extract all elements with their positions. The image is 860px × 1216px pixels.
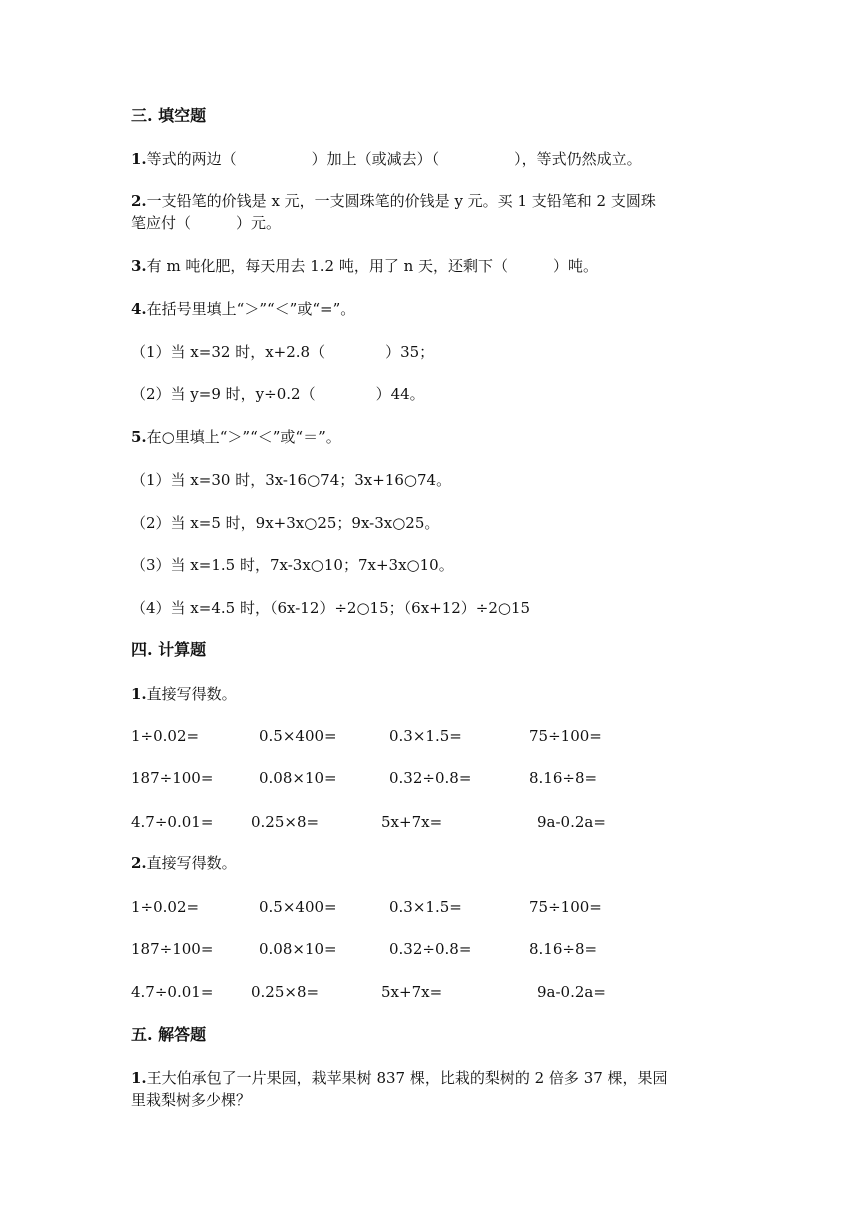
question-3-5-item-2: （2）当 x=5 时，9x+3x○25；9x-3x○25。 xyxy=(131,514,440,532)
section-title-calculation: 四. 计算题 xyxy=(131,640,207,659)
section-title-word-problems: 五. 解答题 xyxy=(131,1025,207,1044)
calc-item: 0.08×10= xyxy=(259,940,337,958)
question-3-1 xyxy=(131,149,642,169)
calc-item: 187÷100= xyxy=(131,769,214,787)
calc-row xyxy=(131,726,731,746)
calc-item: 9a-0.2a= xyxy=(537,813,606,831)
calc-item: 1÷0.02= xyxy=(131,898,200,916)
calc-item: 4.7÷0.01= xyxy=(131,813,214,831)
calc-item: 0.32÷0.8= xyxy=(389,769,472,787)
question-text: 直接写得数。 xyxy=(146,854,237,872)
calc-item: 5x+7x= xyxy=(381,813,443,831)
calc-item: 0.5×400= xyxy=(259,727,337,745)
calc-row xyxy=(131,768,731,788)
section-title-fill-in: 三. 填空题 xyxy=(131,106,207,125)
calc-item: 0.25×8= xyxy=(251,813,320,831)
question-number: 2. xyxy=(131,854,147,872)
question-3-5-item-3: （3）当 x=1.5 时，7x-3x○10；7x+3x○10。 xyxy=(131,556,454,574)
calc-item: 4.7÷0.01= xyxy=(131,983,214,1001)
question-number: 5. xyxy=(131,428,147,446)
question-4-2 xyxy=(131,853,237,873)
calc-item: 9a-0.2a= xyxy=(537,983,606,1001)
calc-row xyxy=(131,982,731,1002)
calc-item: 0.3×1.5= xyxy=(389,898,462,916)
question-number: 1. xyxy=(131,150,147,168)
calc-item: 1÷0.02= xyxy=(131,727,200,745)
question-text: 等式的两边（ ）加上（或减去）（ ），等式仍然成立。 xyxy=(146,150,642,168)
question-3-5-item-4: （4）当 x=4.5 时，（6x-12）÷2○15；（6x+12）÷2○15 xyxy=(131,599,531,617)
question-number: 1. xyxy=(131,1069,147,1087)
calc-row xyxy=(131,939,731,959)
question-5-1-line1 xyxy=(131,1068,668,1088)
question-text: 有 m 吨化肥，每天用去 1.2 吨，用了 n 天，还剩下（ ）吨。 xyxy=(146,257,599,275)
calc-item: 187÷100= xyxy=(131,940,214,958)
calc-row xyxy=(131,812,731,832)
calc-item: 0.25×8= xyxy=(251,983,320,1001)
calc-row xyxy=(131,897,731,917)
calc-item: 5x+7x= xyxy=(381,983,443,1001)
question-4-1 xyxy=(131,684,237,704)
question-text: 王大伯承包了一片果园，栽苹果树 837 棵，比栽的梨树的 2 倍多 37 棵，果园 xyxy=(146,1069,668,1087)
question-3-5-item-1: （1）当 x=30 时，3x-16○74；3x+16○74。 xyxy=(131,471,452,489)
question-3-4-item-2: （2）当 y=9 时，y÷0.2（ ）44。 xyxy=(131,385,425,403)
question-text: 在○里填上“＞”“＜”或“＝”。 xyxy=(146,428,341,446)
question-3-4-item-1: （1）当 x=32 时，x+2.8（ ）35； xyxy=(131,343,435,361)
calc-item: 0.3×1.5= xyxy=(389,727,462,745)
question-number: 4. xyxy=(131,300,147,318)
calc-item: 0.32÷0.8= xyxy=(389,940,472,958)
question-text: 直接写得数。 xyxy=(146,685,237,703)
calc-item: 0.08×10= xyxy=(259,769,337,787)
question-number: 1. xyxy=(131,685,147,703)
question-number: 2. xyxy=(131,192,147,210)
calc-item: 75÷100= xyxy=(529,727,602,745)
question-3-5 xyxy=(131,427,341,447)
question-number: 3. xyxy=(131,257,147,275)
calc-item: 8.16÷8= xyxy=(529,769,598,787)
question-5-1-line2: 里栽梨树多少棵？ xyxy=(131,1091,252,1109)
calc-item: 8.16÷8= xyxy=(529,940,598,958)
calc-item: 75÷100= xyxy=(529,898,602,916)
question-3-2-line2: 笔应付（ ）元。 xyxy=(131,214,282,232)
calc-item: 0.5×400= xyxy=(259,898,337,916)
question-3-3 xyxy=(131,256,598,276)
question-3-4 xyxy=(131,299,355,319)
question-text: 一支铅笔的价钱是 x 元，一支圆珠笔的价钱是 y 元。买 1 支铅笔和 2 支圆珠 xyxy=(146,192,656,210)
question-3-2-line1 xyxy=(131,191,656,211)
question-text: 在括号里填上“＞”“＜”或“=”。 xyxy=(146,300,356,318)
